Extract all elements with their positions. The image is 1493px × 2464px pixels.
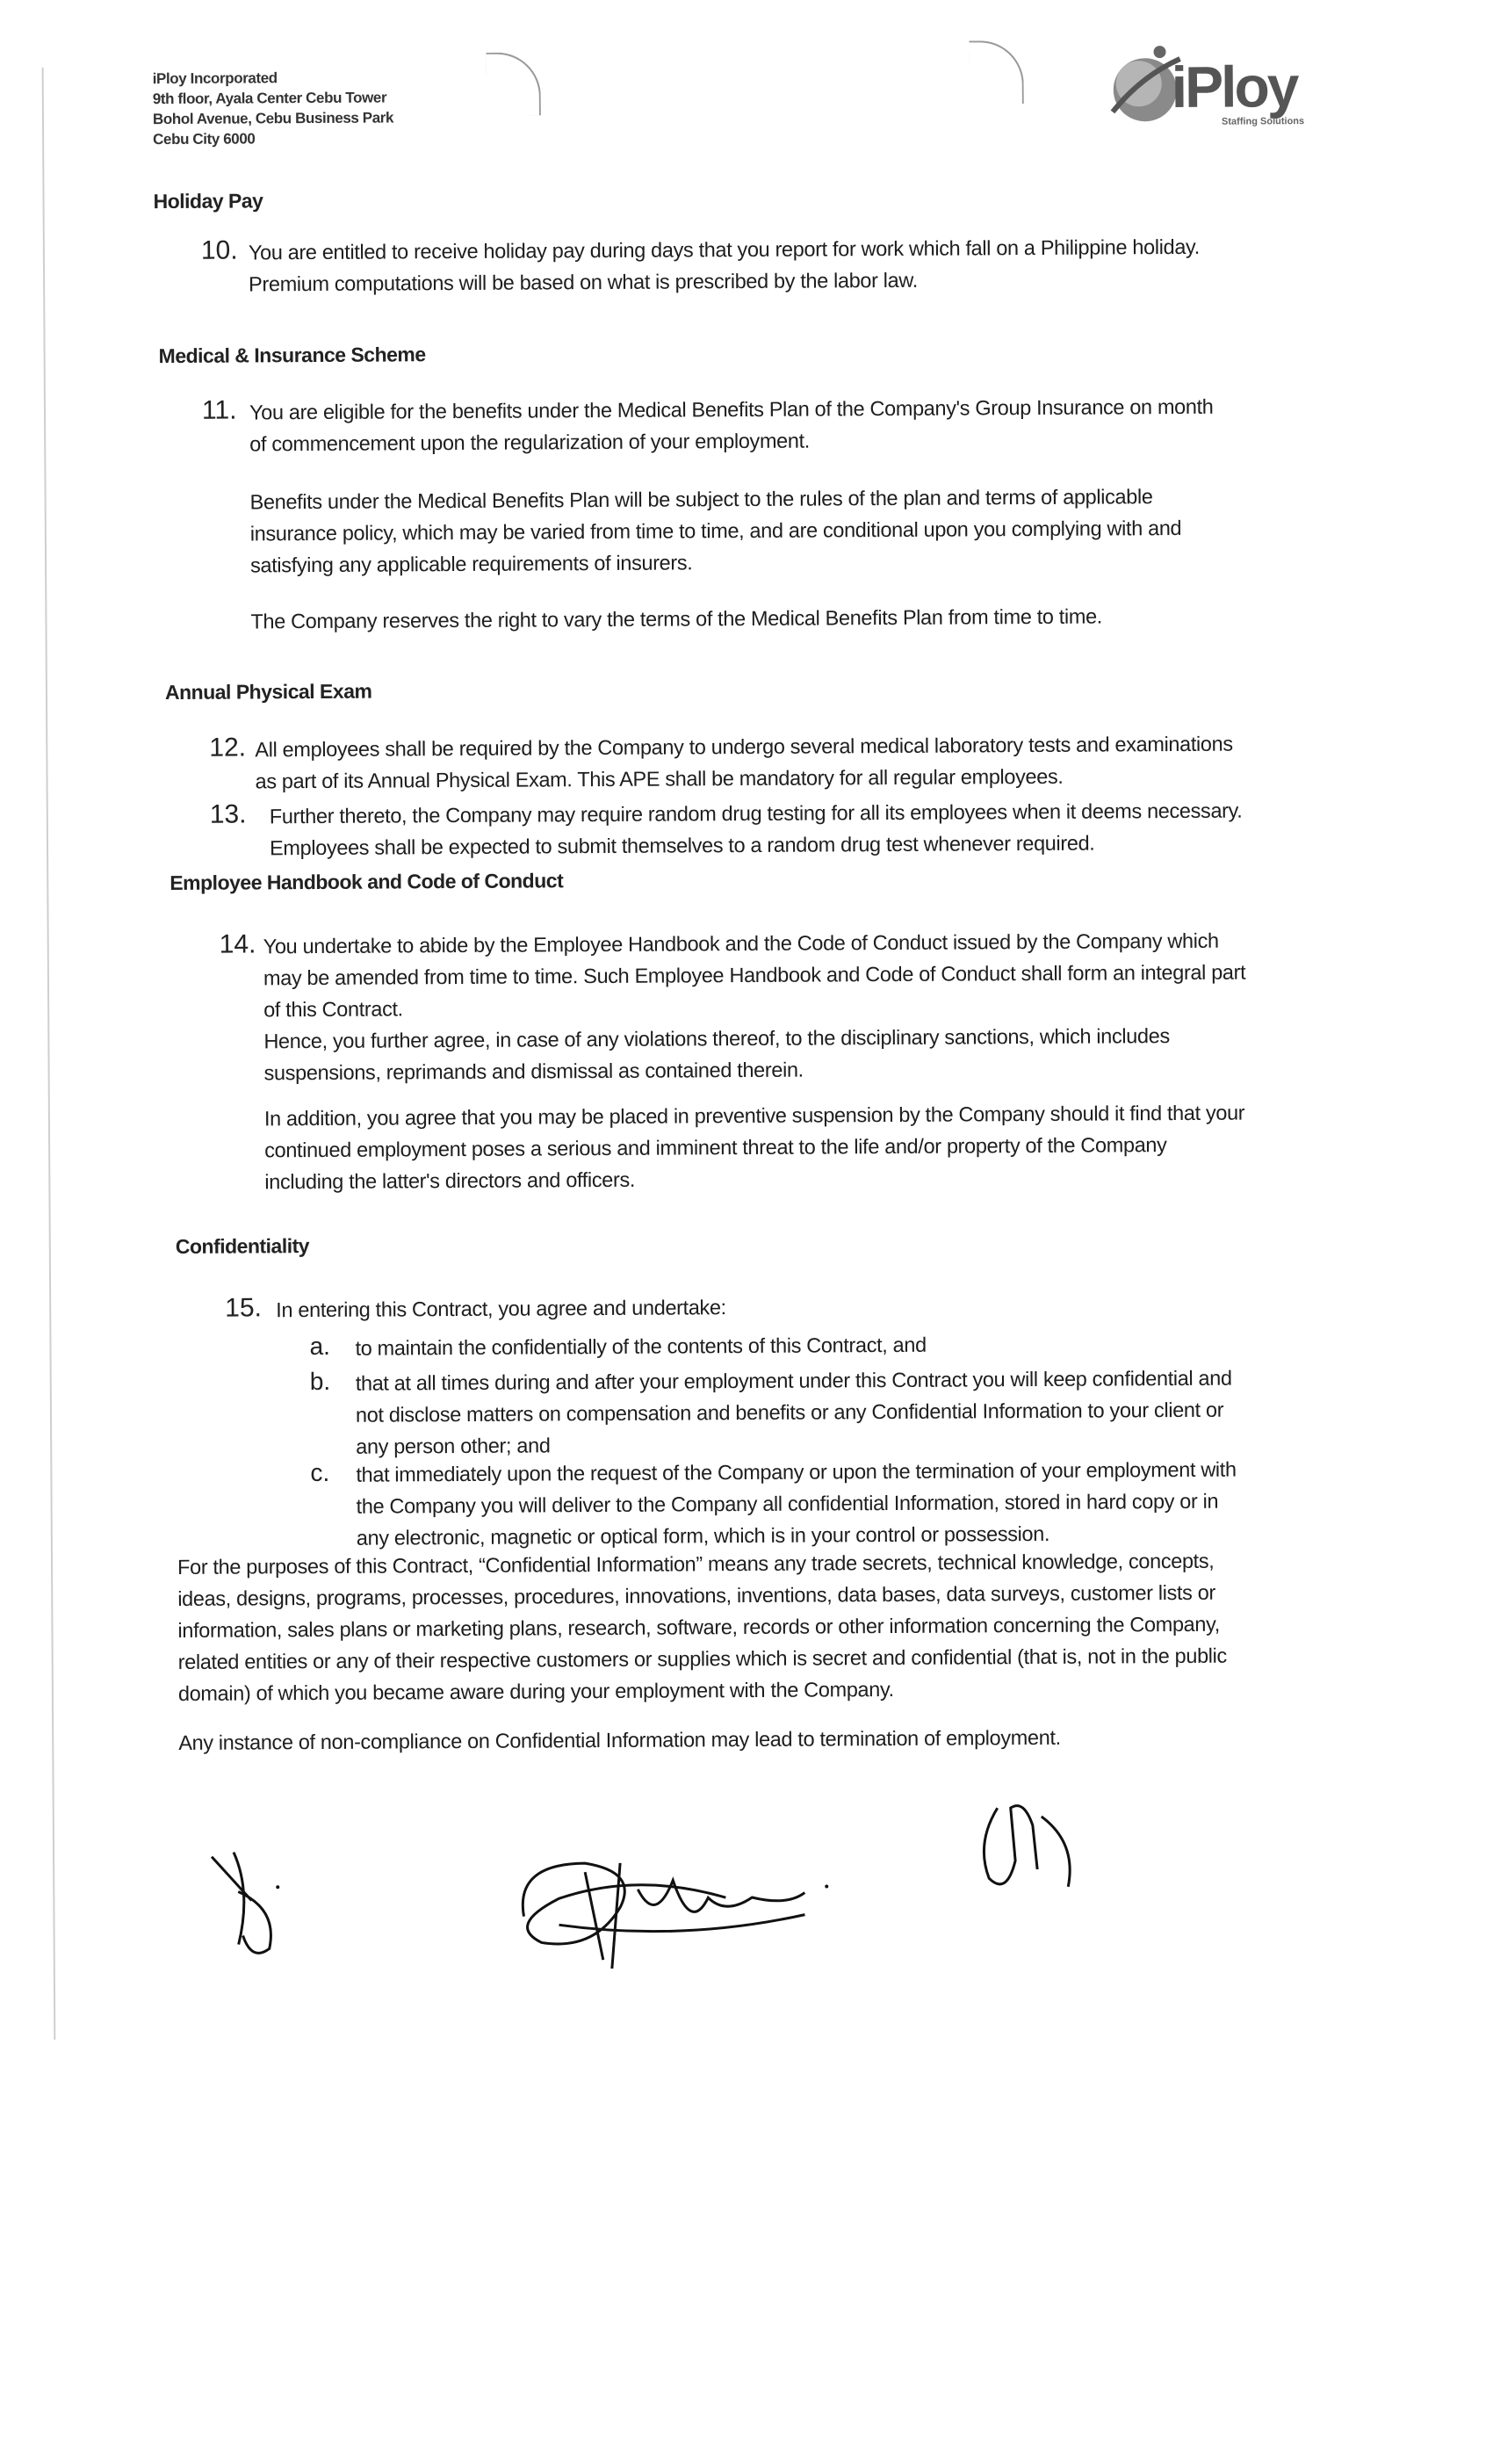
text-line: suspensions, reprimands and dismissal as contained therein.: [263, 1058, 804, 1085]
text-line: ideas, designs, programs, processes, procedures, innovations, inventions, data bases, data surveys, customer lists or: [177, 1580, 1215, 1610]
confidential-information-definition: [177, 1545, 1227, 1709]
text-line: as part of its Annual Physical Exam. This APE shall be mandatory for all regular employees.: [255, 764, 1064, 793]
scan-edge: [42, 68, 56, 2040]
text-line: insurance policy, which may be varied from time to time, and are conditional upon you complying with and: [249, 516, 1182, 546]
signature-main: [506, 1844, 840, 1977]
paragraph-15: [276, 1291, 726, 1326]
text-line: You are eligible for the benefits under the Medical Benefits Plan of the Company's Group Insurance on month: [249, 394, 1214, 424]
text-line: Further thereto, the Company may require random drug testing for all its employees when it deems necessary.: [269, 798, 1243, 828]
paragraph-11: [249, 391, 1214, 460]
address-line: Bohol Avenue, Cebu Business Park: [152, 109, 394, 128]
non-compliance-notice: [178, 1722, 1061, 1759]
text-line: Employees shall be expected to submit themselves to a random drug test whenever required.: [269, 831, 1095, 860]
item-number: 14.: [219, 929, 256, 959]
company-logo: [1105, 40, 1343, 139]
paragraph-12: [255, 728, 1233, 798]
text-line: In entering this Contract, you agree and undertake:: [276, 1296, 726, 1322]
heading-handbook: Employee Handbook and Code of Conduct: [169, 869, 564, 895]
text-line: domain) of which you became aware during your employment with the Company.: [177, 1677, 894, 1705]
text-line: of this Contract.: [263, 997, 403, 1022]
text-line: Premium computations will be based on what is prescribed by the labor law.: [249, 268, 918, 296]
text-line: Any instance of non-compliance on Confidential Information may lead to termination of employment.: [178, 1725, 1061, 1754]
text-line: to maintain the confidentially of the contents of this Contract, and: [355, 1333, 927, 1360]
text-line: In addition, you agree that you may be placed in preventive suspension by the Company should it find that your: [263, 1101, 1245, 1131]
item-number: 11.: [201, 395, 237, 425]
svg-text:iPloy: iPloy: [1171, 54, 1297, 120]
paragraph-14-suspension: [264, 1097, 1245, 1198]
address-line: 9th floor, Ayala Center Cebu Tower: [152, 89, 387, 108]
text-line: For the purposes of this Contract, “Confidential Information” means any trade secrets, technical knowledge, concepts,: [177, 1549, 1215, 1579]
text-line: continued employment poses a serious and imminent threat to the life and/or property of the Company: [264, 1133, 1167, 1162]
text-line: including the latter's directors and officers.: [264, 1167, 636, 1194]
text-line: You are entitled to receive holiday pay during days that you report for work which fall on a Philippine holiday.: [248, 235, 1200, 264]
heading-holiday-pay: Holiday Pay: [153, 189, 263, 213]
address-line: Cebu City 6000: [153, 130, 256, 148]
item-label: c.: [310, 1458, 330, 1487]
text-line: any person other; and: [356, 1434, 551, 1458]
text-line: You undertake to abide by the Employee Handbook and the Code of Conduct issued by the Company which: [263, 929, 1219, 958]
paragraph-11-benefits: [250, 481, 1182, 581]
text-line: the Company you will deliver to the Company all confidential Information, stored in hard copy or in: [356, 1489, 1219, 1518]
signature-initials-right: [971, 1790, 1104, 1905]
signature-initials-left: [198, 1839, 305, 1971]
text-line: that immediately upon the request of the Company or upon the termination of your employment with: [356, 1457, 1237, 1486]
text-line: The Company reserves the right to vary the terms of the Medical Benefits Plan from time to time.: [250, 604, 1103, 633]
heading-confidentiality: Confidentiality: [175, 1234, 310, 1258]
text-line: related entities or any of their respective customers or supplies which is secret and confidential (that is, not in the public: [177, 1644, 1227, 1673]
svg-text:Staffing Solutions: Staffing Solutions: [1221, 116, 1305, 127]
text-line: not disclose matters on compensation and benefits or any Confidential Information to your client or: [355, 1398, 1224, 1427]
clause-c: [356, 1454, 1237, 1554]
item-number: 13.: [209, 799, 247, 829]
address-line: iPloy Incorporated: [152, 69, 278, 88]
text-line: Benefits under the Medical Benefits Plan will be subject to the rules of the plan and terms of applicable: [249, 485, 1153, 514]
text-line: All employees shall be required by the Company to undergo several medical laboratory tests and examinations: [255, 732, 1233, 762]
company-address: [153, 67, 394, 149]
clause-b: [356, 1362, 1233, 1463]
heading-ape: Annual Physical Exam: [164, 679, 372, 705]
text-line: of commencement upon the regularization of your employment.: [249, 429, 811, 456]
punch-mark: [969, 40, 1023, 104]
paragraph-11-reserves: [250, 601, 1102, 638]
item-number: 10.: [200, 235, 238, 265]
item-label: b.: [309, 1367, 331, 1396]
paragraph-10: [249, 231, 1200, 300]
punch-mark: [487, 52, 541, 115]
clause-a: [355, 1329, 926, 1364]
item-number: 15.: [225, 1293, 263, 1323]
text-line: information, sales plans or marketing plans, research, software, records or other information concerning the Company,: [177, 1612, 1220, 1642]
text-line: any electronic, magnetic or optical form, which is in your control or possession.: [356, 1521, 1050, 1550]
text-line: satisfying any applicable requirements of insurers.: [249, 551, 693, 577]
text-line: may be amended from time to time. Such Employee Handbook and Code of Conduct shall form an integral part: [263, 960, 1246, 990]
item-number: 12.: [209, 733, 247, 762]
item-label: a.: [309, 1332, 330, 1361]
paragraph-13: [270, 795, 1243, 864]
text-line: Hence, you further agree, in case of any violations thereof, to the disciplinary sanctions, which includes: [263, 1024, 1170, 1053]
paragraph-14: [263, 925, 1246, 1089]
text-line: that at all times during and after your employment under this Contract you will keep confidential and: [355, 1366, 1232, 1395]
heading-medical: Medical & Insurance Scheme: [158, 343, 426, 368]
